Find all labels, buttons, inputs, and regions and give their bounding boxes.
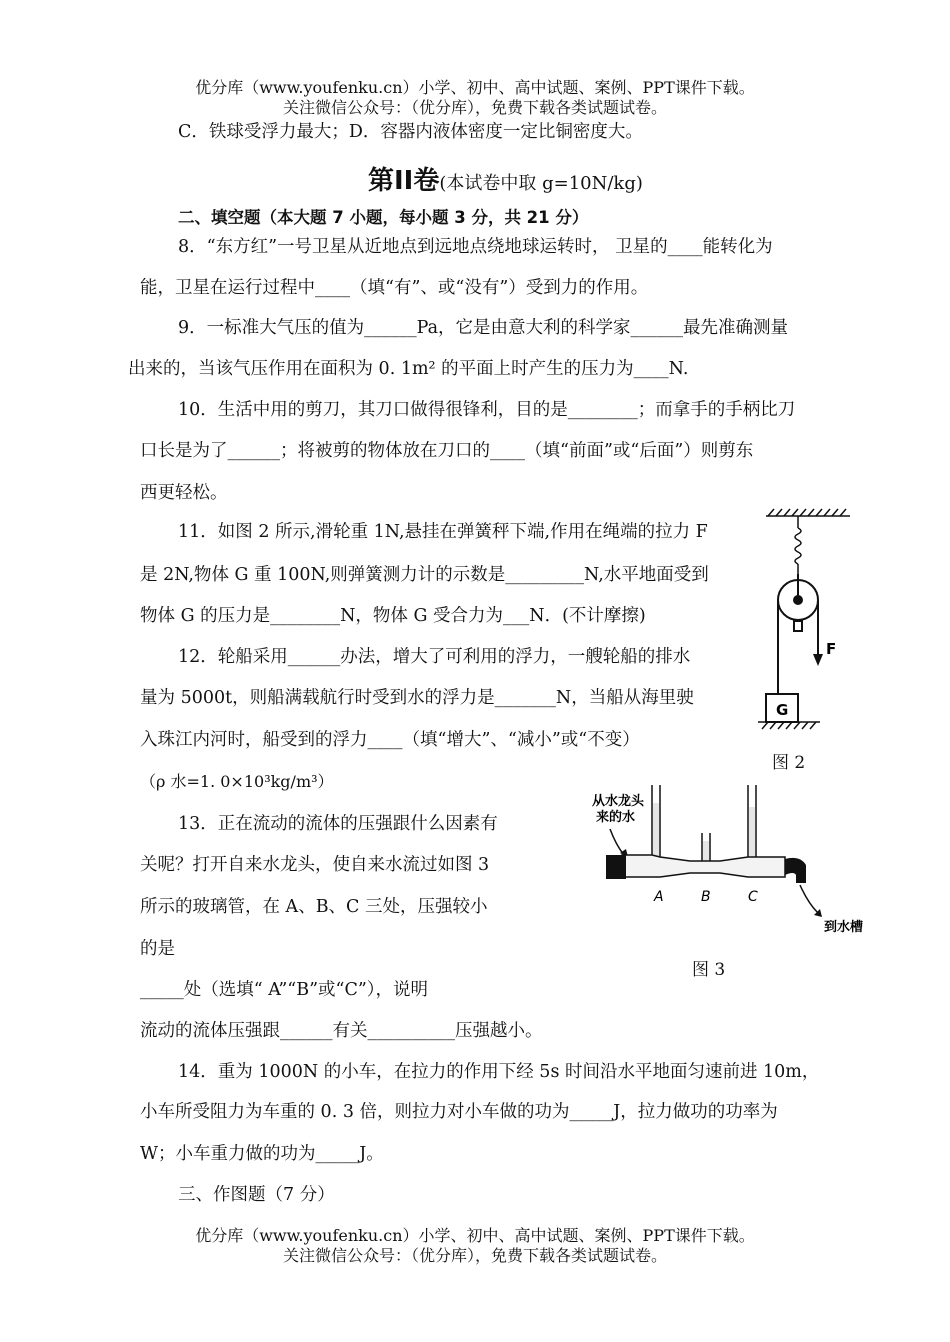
source-arrow (610, 829, 624, 855)
section-2-heading: 二、填空题（本大题 7 小题，每小题 3 分，共 21 分） (178, 208, 589, 227)
force-label-F: F (826, 640, 837, 658)
figure-3-flow-tube-diagram (590, 785, 880, 935)
section-3-heading: 三、作图题（7 分） (178, 1185, 335, 1205)
q10-line-2: 口长是为了______；将被剪的物体放在刀口的____（填“前面”或“后面”）则剪东 (140, 441, 754, 461)
header-line-1: 优分库（www.youfenku.cn）小学、初中、高中试题、案例、PPT课件下载。 (195, 78, 755, 97)
block-label-G: G (776, 701, 789, 719)
q10-line-1: 10．生活中用的剪刀，其刀口做得很锋利，目的是________；而拿手的手柄比刀 (178, 400, 796, 420)
faucet-connector (606, 855, 626, 879)
part-2-title-text: 第II卷 (368, 166, 440, 196)
q13-line-5: _____处（选填“ A”“B”或“C”），说明 (140, 980, 429, 1000)
part-2-title (368, 160, 643, 197)
q12-line-1: 12．轮船采用______办法，增大了可利用的浮力，一艘轮船的排水 (178, 647, 691, 667)
q13-line-4: 的是 (140, 939, 175, 959)
q8-line-2: 能，卫星在运行过程中____（填“有”、或“没有”）受到力的作用。 (140, 278, 649, 298)
header-line-2: 关注微信公众号：（优分库），免费下载各类试题试卷。 (282, 98, 667, 117)
outlet-nozzle (785, 858, 806, 883)
point-label-B: B (701, 889, 711, 905)
source-label-line-2: 来的水 (596, 810, 636, 825)
drain-arrow (800, 885, 822, 917)
q14-line-2: 小车所受阻力为车重的 0. 3 倍，则拉力对小车做的功为_____J，拉力做功的功率为 (140, 1102, 778, 1122)
footer-line-2: 关注微信公众号：（优分库），免费下载各类试题试卷。 (282, 1246, 667, 1265)
q14-line-1: 14．重为 1000N 的小车，在拉力的作用下经 5s 时间沿水平地面匀速前进 10m， (178, 1062, 820, 1082)
q12-line-3: 入珠江内河时，船受到的浮力____（填“增大”、“减小”或“不变） (140, 730, 640, 750)
spring-scale (795, 516, 801, 574)
q9-line-1: 9．一标准大气压的值为______Pa，它是由意大利的科学家______最先准确测量 (178, 318, 789, 338)
ground (758, 722, 820, 729)
block-G (766, 694, 798, 722)
drain-label: 到水槽 (824, 920, 864, 935)
q13-line-6: 流动的流体压强跟______有关__________压强越小。 (140, 1021, 543, 1041)
q11-line-3: 物体 G 的压力是________N，物体 G 受合力为___N．(不计摩擦) (140, 606, 646, 626)
q13-line-3: 所示的玻璃管，在 A、B、C 三处，压强较小 (140, 897, 488, 917)
figure-2-caption: 图 2 (772, 753, 806, 773)
pulley (778, 574, 818, 631)
q14-line-3: W；小车重力做的功为_____J。 (140, 1144, 384, 1164)
source-label-line-1: 从水龙头 (592, 794, 645, 809)
previous-question-options: C．铁球受浮力最大；D．容器内液体密度一定比铜密度大。 (178, 122, 643, 142)
q13-line-1: 13．正在流动的流体的压强跟什么因素有 (178, 814, 498, 834)
ceiling (766, 509, 850, 516)
point-label-C: C (748, 889, 758, 905)
figure-3-caption: 图 3 (692, 960, 726, 980)
q10-line-3: 西更轻松。 (140, 483, 228, 503)
force-arrow (813, 640, 836, 666)
q8-line-1: 8．“东方红”一号卫星从近地点到远地点绕地球运转时， 卫星的____能转化为 (178, 237, 773, 257)
water-columns (653, 803, 755, 861)
q9-line-2: 出来的，当该气压作用在面积为 0. 1m² 的平面上时产生的压力为____N. (128, 359, 689, 379)
point-label-A: A (654, 889, 664, 905)
q12-line-4: （ρ 水=1. 0×10³kg/m³） (140, 772, 334, 791)
q11-line-2: 是 2N,物体 G 重 100N,则弹簧测力计的示数是_________N,水平地面受到 (140, 565, 709, 585)
figure-2-pulley-diagram (758, 506, 858, 736)
part-2-subtitle: (本试卷中取 g=10N/kg) (439, 173, 643, 194)
q13-line-2: 关呢？打开自来水龙头，使自来水流过如图 3 (140, 855, 490, 875)
q12-line-2: 量为 5000t，则船满载航行时受到水的浮力是_______N，当船从海里驶 (140, 688, 694, 708)
q11-line-1: 11．如图 2 所示,滑轮重 1N,悬挂在弹簧秤下端,作用在绳端的拉力 F (178, 522, 708, 542)
footer-line-1: 优分库（www.youfenku.cn）小学、初中、高中试题、案例、PPT课件下载。 (195, 1226, 755, 1245)
